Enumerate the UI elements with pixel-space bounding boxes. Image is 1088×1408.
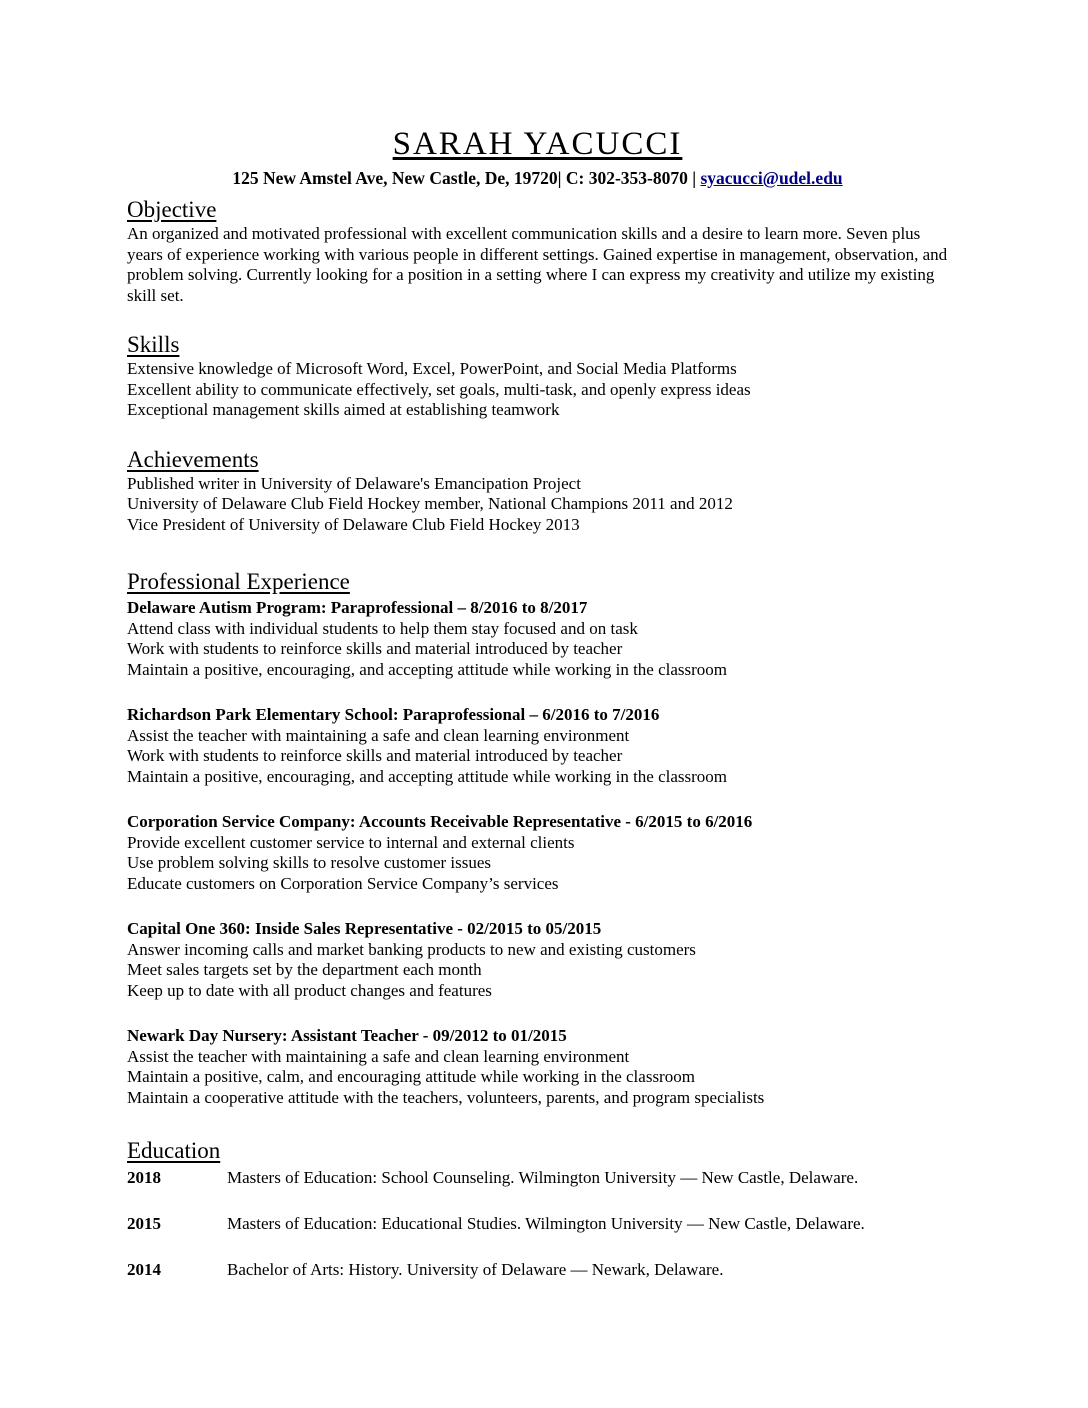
job-title: Capital One 360: Inside Sales Representative - 02/2015 to 05/2015 (127, 919, 602, 938)
education-year: 2018 (127, 1168, 161, 1187)
education-year: 2015 (127, 1214, 161, 1233)
skills-list (127, 359, 948, 421)
education-entry (127, 1213, 948, 1234)
education-year: 2014 (127, 1260, 161, 1279)
education-list (127, 1167, 948, 1280)
job-detail-line: Maintain a positive, encouraging, and accepting attitude while working in the classroom (127, 766, 728, 786)
section-heading-skills: Skills (127, 332, 180, 357)
objective-text: An organized and motivated professional with excellent communication skills and a desire to learn more. Seven plus years of experience working with various people in different settings. Gained expertise in management, observation, and problem solving. Currently looking for a position in a setting where I can express my creativity and utilize my existing skill set. (127, 224, 948, 305)
job-detail-line: Provide excellent customer service to internal and external clients (127, 832, 575, 852)
job-detail-line: Work with students to reinforce skills and material introduced by teacher (127, 746, 623, 765)
job-detail-line: Meet sales targets set by the department each month (127, 960, 482, 979)
section-heading-objective: Objective (127, 197, 217, 222)
job-title: Newark Day Nursery: Assistant Teacher - 09/2012 to 01/2015 (127, 1026, 567, 1045)
job-detail-line: Keep up to date with all product changes and features (127, 980, 492, 1000)
job-detail-line: Work with students to reinforce skills and material introduced by teacher (127, 639, 623, 658)
job-entry (127, 812, 948, 894)
job-entry (127, 1026, 948, 1108)
section-heading-achievements: Achievements (127, 446, 259, 472)
job-detail-line: Attend class with individual students to help them stay focused and on task (127, 618, 638, 638)
contact-line (127, 168, 948, 189)
email-link[interactable]: syacucci@udel.edu (700, 168, 843, 188)
education-entry (127, 1259, 948, 1280)
section-heading-education: Education (127, 1138, 221, 1163)
job-entry (127, 598, 948, 680)
job-detail-line: Assist the teacher with maintaining a safe and clean learning environment (127, 725, 630, 745)
achievement-item: Vice President of University of Delaware Club Field Hockey 2013 (127, 514, 580, 534)
contact-address-phone: 125 New Amstel Ave, New Castle, De, 19720| C: 302-353-8070 | (232, 168, 701, 188)
job-title: Delaware Autism Program: Paraprofessional – 8/2016 to 8/2017 (127, 598, 588, 617)
skill-item: Extensive knowledge of Microsoft Word, Excel, PowerPoint, and Social Media Platforms (127, 359, 737, 378)
job-detail-line: Assist the teacher with maintaining a safe and clean learning environment (127, 1046, 630, 1066)
skill-item: Exceptional management skills aimed at establishing teamwork (127, 400, 560, 419)
job-detail-line: Use problem solving skills to resolve customer issues (127, 853, 492, 872)
achievement-item: Published writer in University of Delaware's Emancipation Project (127, 473, 581, 493)
job-detail-line: Educate customers on Corporation Service Company’s services (127, 873, 559, 893)
skill-item: Excellent ability to communicate effectively, set goals, multi-task, and openly express ideas (127, 379, 751, 399)
education-description: Masters of Education: School Counseling. Wilmington University — New Castle, Delaware. (227, 1168, 859, 1187)
job-detail-line: Maintain a cooperative attitude with the teachers, volunteers, parents, and program specialists (127, 1087, 765, 1107)
job-title: Richardson Park Elementary School: Paraprofessional – 6/2016 to 7/2016 (127, 705, 660, 724)
education-entry (127, 1167, 948, 1188)
job-detail-line: Answer incoming calls and market banking products to new and existing customers (127, 939, 696, 959)
achievement-item: University of Delaware Club Field Hockey member, National Champions 2011 and 2012 (127, 494, 733, 513)
job-detail-line: Maintain a positive, calm, and encouraging attitude while working in the classroom (127, 1067, 695, 1086)
achievements-list (127, 474, 948, 536)
resume-name: SARAH YACUCCI (392, 126, 683, 162)
job-title: Corporation Service Company: Accounts Receivable Representative - 6/2015 to 6/2016 (127, 812, 753, 831)
education-description: Bachelor of Arts: History. University of Delaware — Newark, Delaware. (227, 1260, 724, 1279)
job-detail-line: Maintain a positive, encouraging, and accepting attitude while working in the classroom (127, 659, 728, 679)
education-description: Masters of Education: Educational Studies. Wilmington University — New Castle, Delaware. (227, 1214, 865, 1233)
job-entry (127, 919, 948, 1001)
job-entry (127, 705, 948, 787)
section-heading-experience: Professional Experience (127, 569, 350, 594)
